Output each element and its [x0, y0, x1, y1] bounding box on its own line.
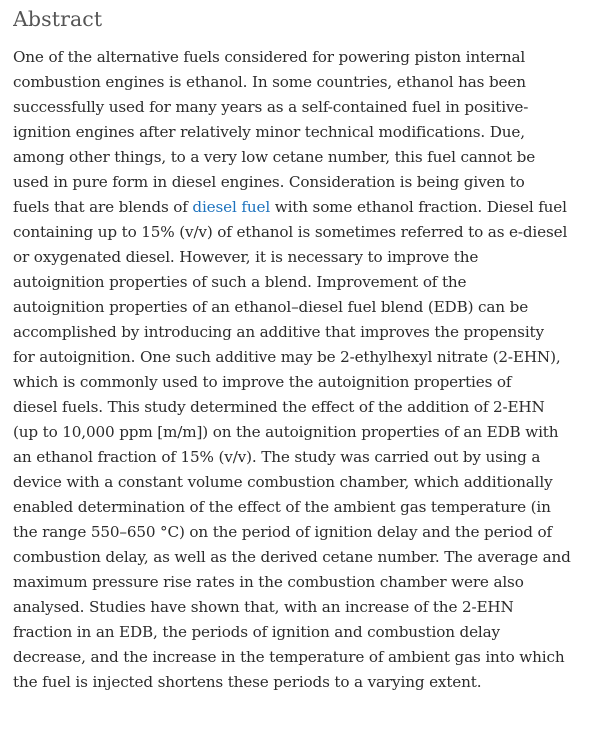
abstract-line: (up to 10,000 ppm [m/m]) on the autoignition properties of an EDB with — [13, 423, 559, 441]
abstract-line: autoignition properties of such a blend. Improvement of the — [13, 273, 467, 291]
abstract-line: autoignition properties of an ethanol–diesel fuel blend (EDB) can be — [13, 298, 529, 316]
abstract-line: or oxygenated diesel. However, it is necessary to improve the — [13, 248, 479, 266]
abstract-line: successfully used for many years as a self-contained fuel in positive- — [13, 98, 529, 116]
abstract-line: combustion delay, as well as the derived cetane number. The average and — [13, 548, 571, 566]
abstract-line: among other things, to a very low cetane number, this fuel cannot be — [13, 148, 536, 166]
abstract-line: which is commonly used to improve the autoignition properties of — [13, 373, 512, 391]
abstract-line: enabled determination of the effect of the ambient gas temperature (in — [13, 498, 551, 516]
abstract-line: maximum pressure rise rates in the combustion chamber were also — [13, 573, 524, 591]
abstract-line: combustion engines is ethanol. In some countries, ethanol has been — [13, 73, 526, 91]
abstract-line: the fuel is injected shortens these periods to a varying extent. — [13, 673, 482, 691]
abstract-line: device with a constant volume combustion chamber, which additionally — [13, 473, 553, 491]
abstract-section — [13, 0, 597, 729]
link-line-before: fuels that are blends of — [13, 198, 193, 216]
abstract-line: an ethanol fraction of 15% (v/v). The study was carried out by using a — [13, 448, 541, 466]
abstract-line: ignition engines after relatively minor technical modifications. Due, — [13, 123, 525, 141]
diesel-fuel-link[interactable]: diesel fuel — [192, 198, 271, 216]
abstract-line: for autoignition. One such additive may be 2-ethylhexyl nitrate (2-EHN), — [13, 348, 561, 366]
abstract-line: the range 550–650 °C) on the period of ignition delay and the period of — [13, 523, 552, 541]
abstract-body — [13, 45, 597, 695]
abstract-line: analysed. Studies have shown that, with an increase of the 2-EHN — [13, 598, 514, 616]
abstract-heading: Abstract — [13, 7, 103, 31]
abstract-line: One of the alternative fuels considered for powering piston internal — [13, 48, 526, 66]
abstract-line: used in pure form in diesel engines. Consideration is being given to — [13, 173, 525, 191]
abstract-line-with-link — [13, 195, 597, 220]
abstract-line: containing up to 15% (v/v) of ethanol is sometimes referred to as e-diesel — [13, 223, 568, 241]
abstract-line: decrease, and the increase in the temperature of ambient gas into which — [13, 648, 565, 666]
link-line-after: with some ethanol fraction. Diesel fuel — [270, 198, 567, 216]
abstract-line: fraction in an EDB, the periods of ignition and combustion delay — [13, 623, 500, 641]
abstract-line: accomplished by introducing an additive that improves the propensity — [13, 323, 544, 341]
abstract-line: diesel fuels. This study determined the effect of the addition of 2-EHN — [13, 398, 545, 416]
